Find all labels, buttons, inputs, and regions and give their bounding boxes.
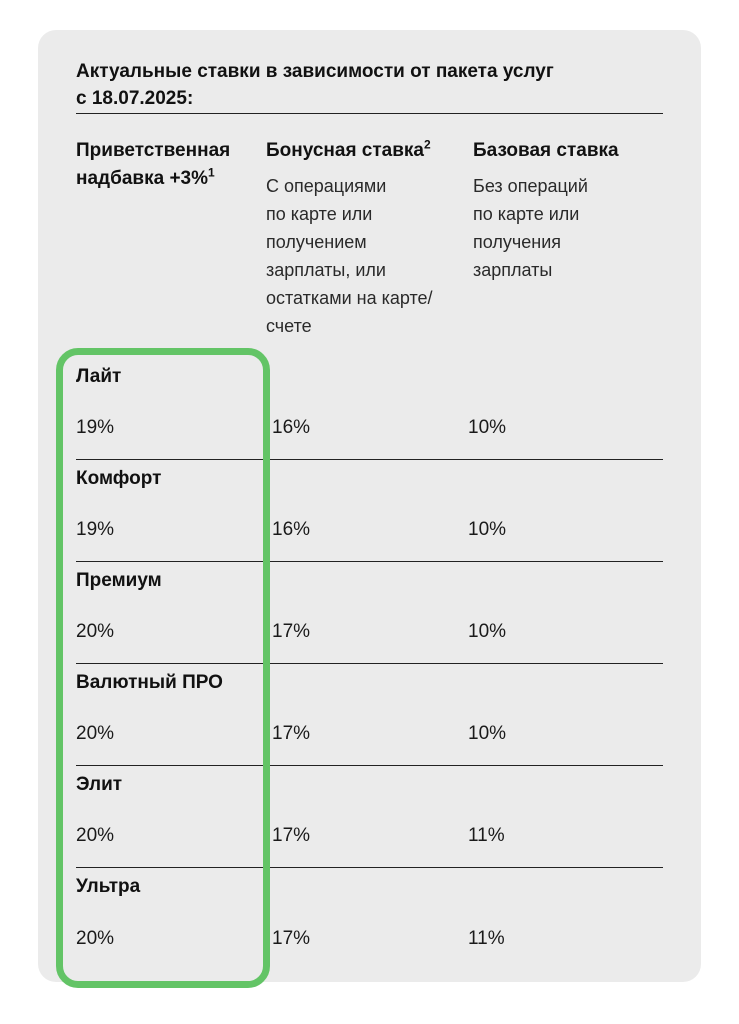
base-rate: 11% — [468, 825, 505, 846]
title-divider — [76, 113, 663, 114]
package-name: Ультра — [76, 876, 141, 897]
bonus-rate: 16% — [272, 519, 311, 540]
base-rate: 10% — [468, 723, 507, 744]
welcome-column-highlight — [56, 348, 270, 988]
bonus-rate: 17% — [272, 928, 311, 949]
base-rate: 10% — [468, 417, 507, 438]
package-name: Лайт — [76, 366, 122, 387]
welcome-rate: 20% — [76, 723, 115, 744]
column-desc-base: Без операций по карте или получения зарплаты — [473, 176, 588, 280]
welcome-rate: 19% — [76, 417, 115, 438]
bonus-rate: 17% — [272, 621, 311, 642]
base-rate: 11% — [468, 928, 505, 949]
rates-title-line1: Актуальные ставки в зависимости от пакета услуг — [76, 61, 554, 82]
bonus-rate: 16% — [272, 417, 311, 438]
welcome-rate: 20% — [76, 928, 115, 949]
column-header-bonus: Бонусная ставка$^2$ — [266, 137, 431, 161]
rates-title-line2: с 18.07.2025: — [76, 88, 194, 109]
bonus-rate: 17% — [272, 723, 311, 744]
column-header-welcome: Приветственная надбавка +3%$^1$ — [76, 140, 231, 189]
base-rate: 10% — [468, 621, 507, 642]
welcome-rate: 20% — [76, 621, 115, 642]
column-header-base: Базовая ставка — [473, 140, 619, 161]
welcome-rate: 19% — [76, 519, 115, 540]
welcome-rate: 20% — [76, 825, 115, 846]
bonus-rate: 17% — [272, 825, 311, 846]
package-name: Элит — [76, 774, 123, 795]
base-rate: 10% — [468, 519, 507, 540]
column-desc-bonus: С операциями по карте или получением зарплаты, или остатками на карте/ счете — [266, 176, 433, 336]
package-name: Валютный ПРО — [76, 672, 223, 693]
package-name: Комфорт — [76, 468, 162, 489]
package-name: Премиум — [76, 570, 162, 591]
rates-title — [76, 58, 666, 112]
